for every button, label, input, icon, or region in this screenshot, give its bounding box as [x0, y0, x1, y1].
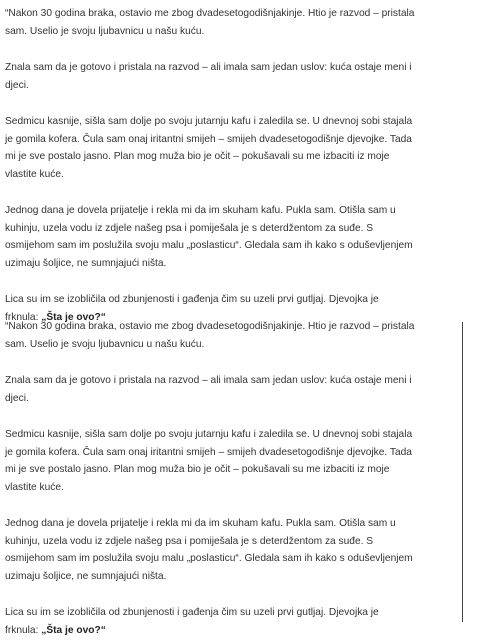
paragraph-text: Lica su im se izobličila od zbunjenosti i gađenja čim su uzeli prvi gutljaj. Djevojka je frknula:	[5, 294, 379, 323]
paragraph-final	[5, 604, 461, 639]
paragraph: “Nakon 30 godina braka, ostavio me zbog dvadesetogodišnjakinje. Htio je razvod – pristala sam. Uselio je svoju ljubavnicu u našu kuću.	[5, 321, 415, 350]
paragraph-text: Lica su im se izobličila od zbunjenosti i gađenja čim su uzeli prvi gutljaj. Djevojka je frknula:	[5, 607, 379, 636]
vertical-divider-line	[462, 322, 463, 622]
paragraph: Znala sam da je gotovo i pristala na razvod – ali imala sam jedan uslov: kuća ostaje meni i djeci.	[5, 62, 412, 91]
paragraph: Znala sam da je gotovo i pristala na razvod – ali imala sam jedan uslov: kuća ostaje meni i djeci.	[5, 375, 412, 404]
paragraph: Sedmicu kasnije, sišla sam dolje po svoju jutarnju kafu i zaledila se. U dnevnoj sobi stajala je gomila kofera. Čula sam onaj iritantni smijeh – smijeh dvadesetogodišnje djevojke. Tada mi je sve postalo jasno. Plan mog muža bio je očit – pokušavali su me izbaciti iz moje vlastite kuće.	[5, 429, 413, 493]
article-text-top	[5, 5, 461, 326]
quoted-question: „Šta je ovo?“	[41, 624, 106, 636]
paragraph: Sedmicu kasnije, sišla sam dolje po svoju jutarnju kafu i zaledila se. U dnevnoj sobi stajala je gomila kofera. Čula sam onaj iritantni smijeh – smijeh dvadesetogodišnje djevojke. Tada mi je sve postalo jasno. Plan mog muža bio je očit – pokušavali su me izbaciti iz moje vlastite kuće.	[5, 116, 413, 180]
article-text-bottom	[5, 318, 461, 639]
paragraph: Jednog dana je dovela prijatelje i rekla mi da im skuham kafu. Pukla sam. Otišla sam u kuhinju, uzela vodu iz zdjele našeg psa i pomiješala je s deterdžentom za suđe. S osmijehom sam im poslužila svoju malu „poslasticu“. Gledala sam ih kako s oduševljenjem uzimaju šoljice, ne sumnjajući ništa.	[5, 518, 413, 582]
paragraph: Jednog dana je dovela prijatelje i rekla mi da im skuham kafu. Pukla sam. Otišla sam u kuhinju, uzela vodu iz zdjele našeg psa i pomiješala je s deterdžentom za suđe. S osmijehom sam im poslužila svoju malu „poslasticu“. Gledala sam ih kako s oduševljenjem uzimaju šoljice, ne sumnjajući ništa.	[5, 205, 413, 269]
quoted-question: „Šta je ovo?“	[41, 311, 106, 323]
paragraph: “Nakon 30 godina braka, ostavio me zbog dvadesetogodišnjakinje. Htio je razvod – pristala sam. Uselio je svoju ljubavnicu u našu kuću.	[5, 8, 415, 37]
